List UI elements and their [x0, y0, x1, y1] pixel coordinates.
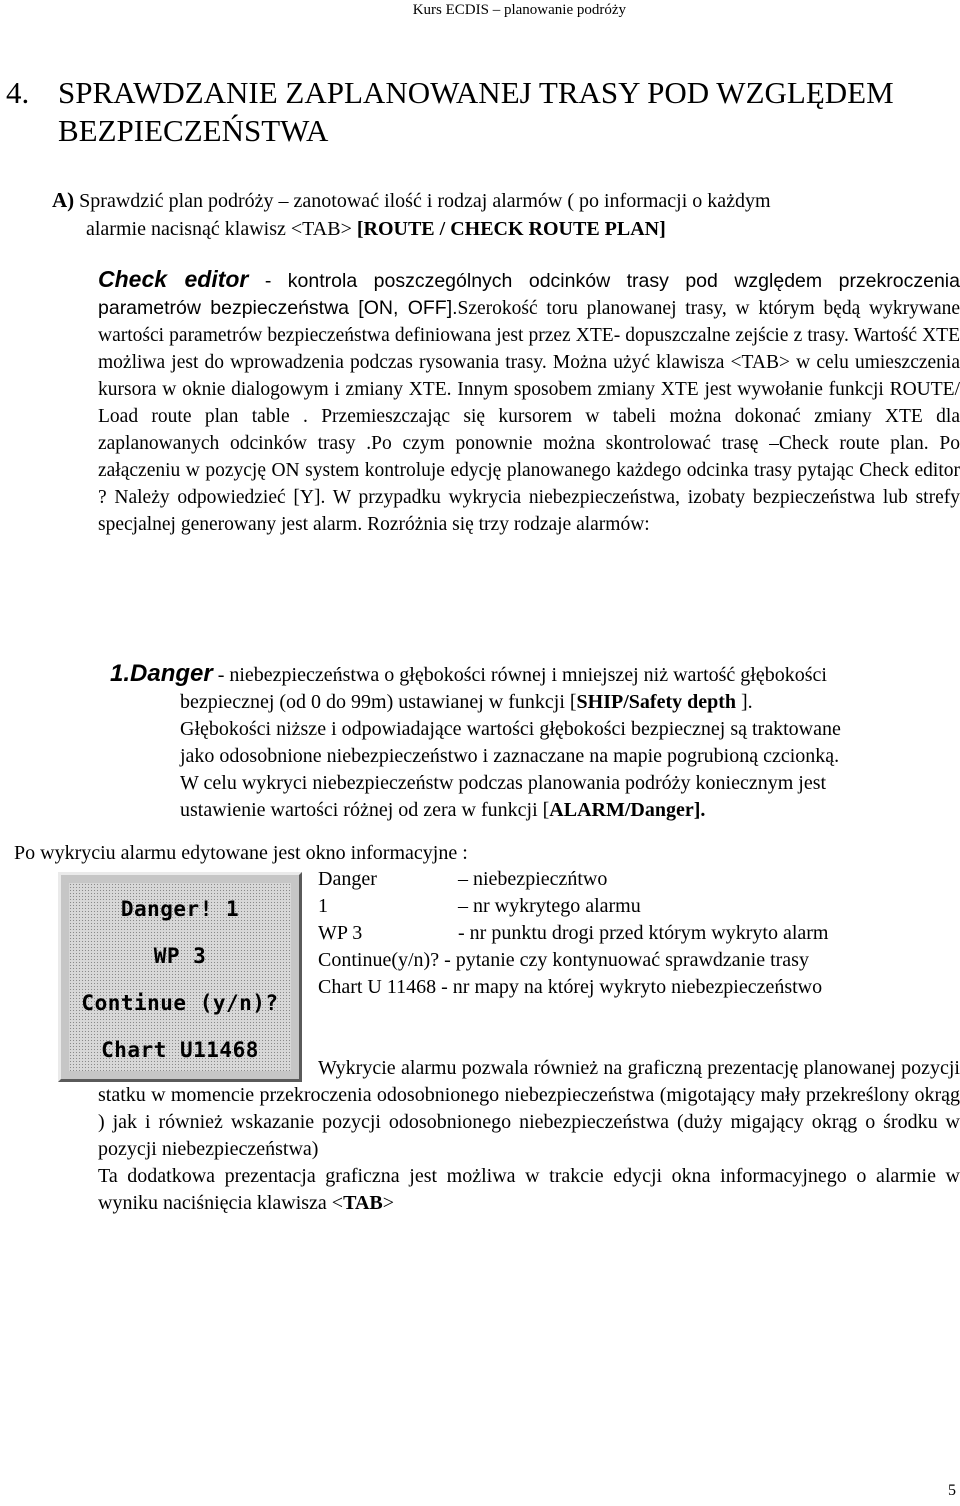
danger-line5: W celu wykryci niebezpieczeństw podczas planowania podróży koniecznym jest [180, 772, 827, 794]
legend-desc: – niebezpieczńtwo [458, 868, 608, 890]
danger-line4: jako odosobnione niebezpieczeństwo i zaznaczane na mapie pogrubioną czcionką. [180, 745, 840, 767]
subsection-line-2 [52, 215, 952, 243]
route-command: [ROUTE / CHECK ROUTE PLAN] [356, 218, 666, 240]
page-number: 5 [948, 1482, 956, 1499]
dialog-continue-line: Continue (y/n)? [81, 991, 279, 1015]
legend-term: Danger [318, 868, 377, 890]
legend-row [318, 920, 828, 947]
dialog-wp-line: WP 3 [153, 944, 207, 968]
legend-term: Continue(y/n)? [318, 949, 440, 971]
subsection-text-2: alarmie nacisnąć klawisz <TAB> [86, 218, 357, 240]
legend-row [318, 866, 828, 893]
after-alarm-text: Po wykryciu alarmu edytowane jest okno informacyjne : [14, 842, 468, 864]
danger-line2a: bezpiecznej (od 0 do 99m) ustawianej w funkcji [ [180, 691, 577, 713]
detection-p2 [98, 1163, 960, 1217]
section-number: 4. [6, 75, 30, 110]
section-title-line2: BEZPIECZEŃSTWA [58, 113, 329, 148]
dialog-chart-line: Chart U11468 [101, 1038, 259, 1062]
legend-term: 1 [318, 895, 328, 917]
danger-line6a: ustawienie wartości różnej od zera w funkcji [ [180, 799, 550, 821]
safety-depth-command: SHIP/Safety depth [576, 691, 737, 713]
detection-p2c: > [382, 1192, 395, 1214]
legend-row [318, 974, 828, 1001]
danger-line2 [110, 689, 960, 716]
running-header: Kurs ECDIS – planowanie podróży [412, 2, 626, 18]
legend-row [318, 947, 828, 974]
danger-item [110, 660, 960, 824]
legend-desc: - nr mapy na której wykryto niebezpieczeństwo [436, 976, 823, 998]
subsection-text-1: Sprawdzić plan podróży – zanotować ilość i rodzaj alarmów ( po informacji o każdym [74, 190, 771, 212]
subsection-a [52, 186, 952, 243]
dialog-legend [318, 866, 828, 1001]
check-editor-term: Check editor [98, 266, 249, 292]
tab-key-label: TAB [343, 1192, 383, 1214]
danger-label: 1.Danger [110, 660, 213, 687]
legend-row [318, 893, 828, 920]
danger-line2c: ]. [736, 691, 753, 713]
danger-line3: Głębokości niższe i odpowiadające wartości głębokości bezpiecznej są traktowane [180, 718, 841, 740]
legend-desc: – nr wykrytego alarmu [458, 895, 641, 917]
check-editor-p1: - kontrola poszczególnych odcinków trasy pod względem przekroczenia parametrów bezpieczeństwa [ON, OFF]. [98, 270, 960, 319]
check-editor-p2: Szerokość toru planowanej trasy, w którym będą wykrywane wartości parametrów bezpieczeństwa definiowana jest przez XTE- dopuszczalne zejście z trasy. Wartość XTE możliwa jest do wprowadzenia podczas rysowania trasy. Można użyć klawisza <TAB> w celu umieszczenia kursora w oknie dialogowym i zmiany XTE. Innym sposobem zmiany XTE jest wywołanie funkcji ROUTE/ Load route plan table . Przemieszczając się kursorem w tabeli można dokonać zmiany XTE dla zaplanowanych odcinków trasy .Po czym ponownie można skontrolować trasę –Check route plan. Po załączeniu w pozycję ON system kontroluje edycję planowanego każdego odcinka trasy pytając Check editor ? Należy odpowiedzieć [Y]. W przypadku wykrycia niebezpieczeństwa, izobaty bezpieczeństwa lub strefy specjalnej generowany jest alarm. Rozróżnia się trzy rodzaje alarmów: [98, 298, 960, 535]
legend-desc: - pytanie czy kontynuować sprawdzanie trasy [439, 949, 809, 971]
detection-p1 [98, 1055, 960, 1163]
legend-term: Chart U 11468 [318, 976, 437, 998]
danger-line1: - niebezpieczeństwa o głębokości równej i mniejszej niż wartość głębokości [212, 664, 827, 686]
danger-line6 [110, 797, 960, 824]
section-heading [6, 74, 894, 150]
legend-desc: - nr punktu drogi przed którym wykryto alarm [458, 922, 829, 944]
detection-paragraph [98, 1055, 960, 1217]
legend-term: WP 3 [318, 922, 363, 944]
detection-p2a: Ta dodatkowa prezentacja graficzna jest możliwa w trakcie edycji okna informacyjnego o alarmie w wyniku naciśnięcia klawisza < [98, 1165, 960, 1214]
danger-alarm-dialog [58, 872, 302, 1082]
section-title-line1: SPRAWDZANIE ZAPLANOWANEJ TRASY POD WZGLĘDEM [58, 75, 894, 110]
detection-p1-text: Wykrycie alarmu pozwala również na graficzną prezentację planowanej pozycji statku w momencie przekroczenia odosobnionego niebezpieczeństwa (migotający mały przekreślony okrąg ) jak i również wskazanie pozycji odosobnionego niebezpieczeństwa (duży migający okrąg o środku w pozycji niebezpieczeństwa) [98, 1057, 960, 1160]
alarm-danger-command: ALARM/Danger]. [549, 799, 706, 821]
check-editor-paragraph [98, 266, 960, 538]
dialog-body [69, 883, 291, 1071]
subsection-label: A) [52, 188, 75, 212]
dialog-danger-line: Danger! 1 [120, 897, 240, 921]
